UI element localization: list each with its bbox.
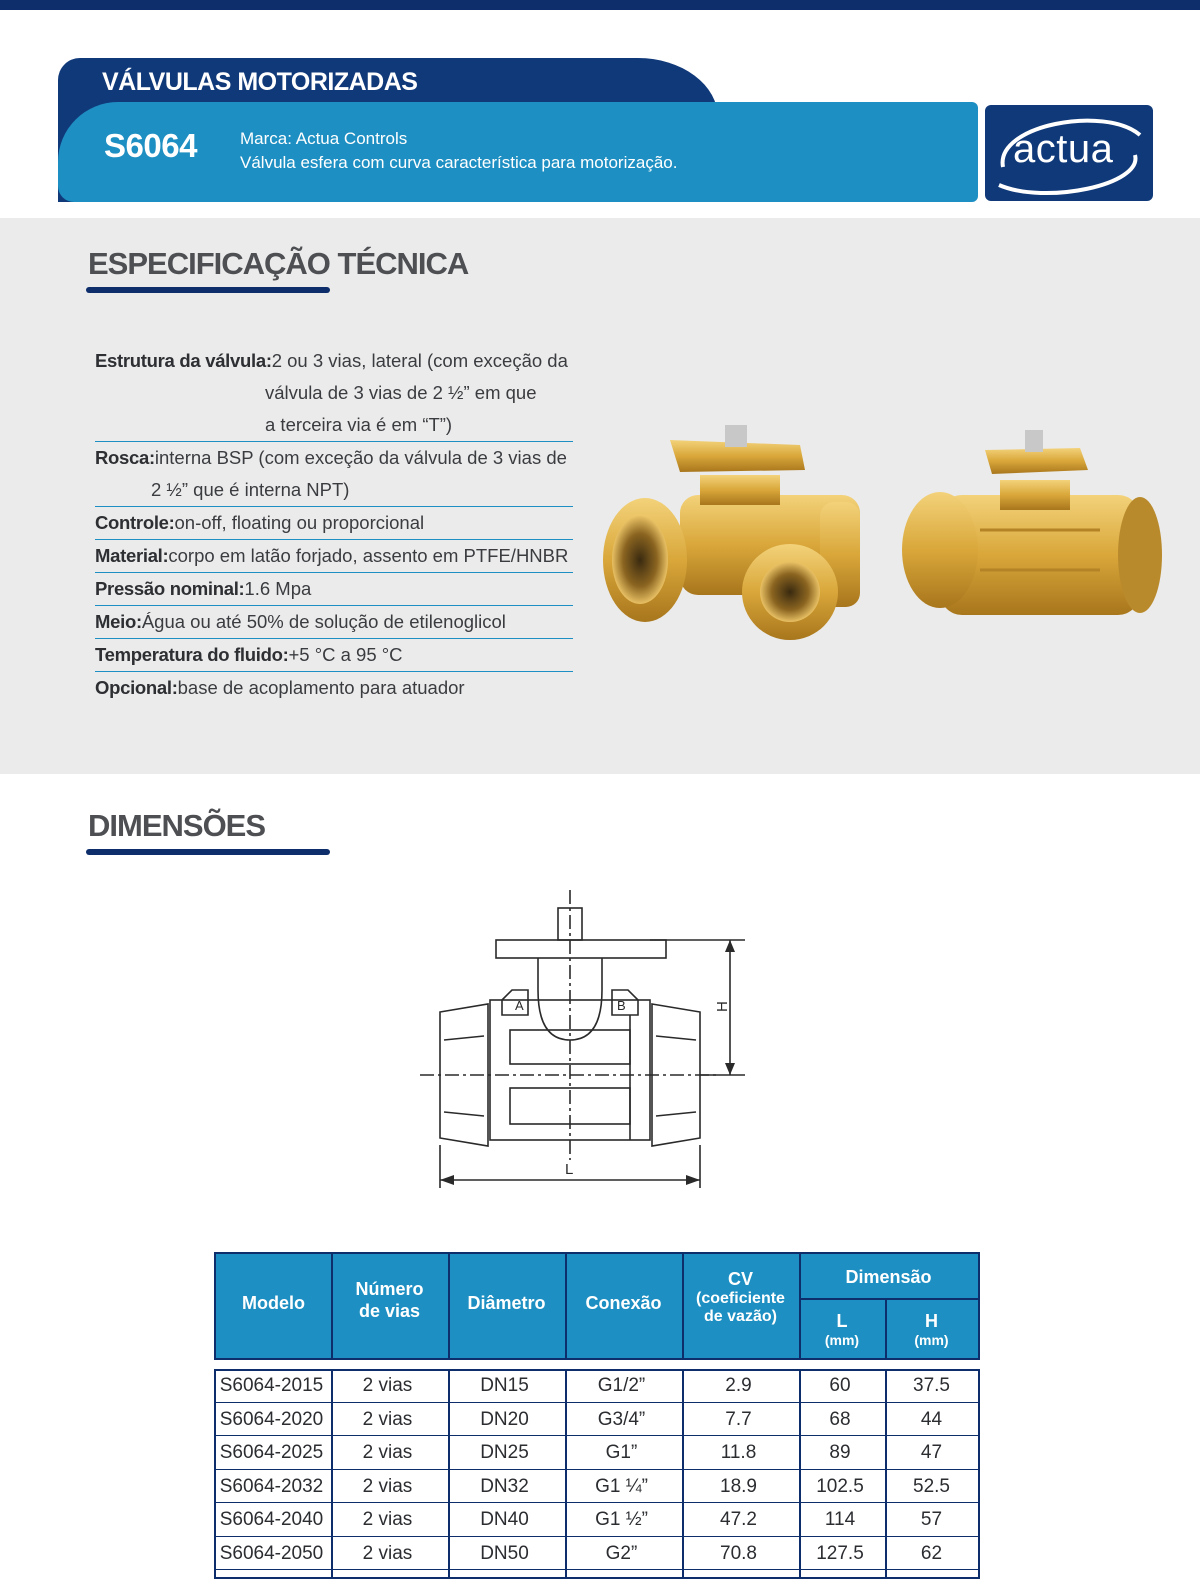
spec-item <box>95 540 573 573</box>
spec-item <box>95 672 573 704</box>
spec-value: a terceira via é em “T”) <box>265 414 453 435</box>
header-vias-line: Número <box>355 1279 424 1299</box>
table-cell: S6064-2015 <box>219 1375 324 1396</box>
table-cell: 11.8 <box>720 1442 757 1463</box>
header-cv <box>682 1268 799 1326</box>
logo-text: actua <box>1013 127 1114 171</box>
spec-item <box>95 606 573 639</box>
spec-value: base de acoplamento para atuador <box>177 677 465 698</box>
table-cell: 70.8 <box>720 1542 757 1564</box>
spec-label: Material: <box>95 545 169 566</box>
table-cell: 37.5 <box>913 1375 950 1396</box>
spec-label: Rosca: <box>95 447 155 468</box>
spec-value: Água ou até 50% de solução de etilenoglicol <box>141 611 506 632</box>
table-cell: 18.9 <box>720 1475 757 1497</box>
header-l-unit: (mm) <box>824 1332 860 1348</box>
header-description <box>240 127 677 175</box>
table-cell: S6064-2032 <box>219 1475 324 1497</box>
table-cell: S6064-2020 <box>219 1408 324 1430</box>
spec-item <box>95 639 573 672</box>
table-cell: 89 <box>829 1442 851 1463</box>
model-code: S6064 <box>104 127 197 164</box>
table-cell: 60 <box>829 1375 851 1396</box>
spec-label: Opcional: <box>95 677 178 698</box>
label-h: H <box>714 1001 731 1012</box>
header-cv-line: de vazão) <box>704 1308 777 1325</box>
table-cell: S6064-2025 <box>219 1442 324 1463</box>
row-divider <box>799 1298 978 1300</box>
spec-value: 1.6 Mpa <box>244 578 312 599</box>
spec-label: Pressão nominal: <box>95 578 245 599</box>
table-cell: DN20 <box>480 1408 529 1430</box>
dimensions-title: DIMENSÕES <box>88 808 266 843</box>
table-row <box>214 1369 980 1403</box>
spec-item <box>95 507 573 540</box>
header-cv-line: CV <box>727 1269 753 1289</box>
table-cell: DN50 <box>480 1542 529 1564</box>
table-cell: 47 <box>920 1442 943 1463</box>
table-cell: G1” <box>605 1442 638 1463</box>
header-vias <box>331 1278 448 1322</box>
table-cell: 52.5 <box>913 1475 950 1497</box>
spec-item <box>95 442 573 507</box>
table-cell: 127.5 <box>816 1542 864 1564</box>
table-cell: 62 <box>920 1542 943 1564</box>
table-cell: DN15 <box>480 1375 529 1396</box>
table-cell: 47.2 <box>720 1509 757 1530</box>
table-cell: 2 vias <box>362 1375 413 1396</box>
table-cell: G3/4” <box>597 1408 646 1430</box>
header-l-label: L <box>836 1311 848 1331</box>
header-modelo: Modelo <box>242 1293 305 1313</box>
table-cell: 2.9 <box>725 1375 752 1396</box>
spec-item <box>95 345 573 442</box>
header-h-unit: (mm) <box>914 1332 949 1348</box>
spec-value: 2 ou 3 vias, lateral (com exceção da <box>271 350 568 371</box>
spec-list <box>95 345 573 704</box>
header-dimensao: Dimensão <box>845 1267 932 1287</box>
table-body <box>214 1369 980 1570</box>
spec-label: Meio: <box>95 611 142 632</box>
header-l <box>799 1310 885 1348</box>
spec-value: corpo em latão forjado, assento em PTFE/HNBR <box>168 545 569 566</box>
spec-label: Temperatura do fluido: <box>95 644 289 665</box>
table-cell: 2 vias <box>362 1509 413 1530</box>
header-diametro: Diâmetro <box>467 1293 546 1313</box>
two-way-valve-icon <box>902 430 1162 615</box>
header-conexao: Conexão <box>585 1293 662 1313</box>
table-cell: DN32 <box>480 1475 529 1497</box>
header-h-label: H <box>925 1311 938 1331</box>
spec-title-underline <box>86 287 330 293</box>
table-cell: 7.7 <box>725 1408 752 1430</box>
label-l: L <box>565 1161 574 1178</box>
table-cell: S6064-2040 <box>219 1509 324 1530</box>
three-way-valve-icon <box>603 425 860 640</box>
table-cell: 44 <box>920 1408 943 1430</box>
spec-value: interna BSP (com exceção da válvula de 3 vias de <box>154 447 567 468</box>
table-row <box>214 1436 980 1470</box>
table-row <box>214 1403 980 1437</box>
product-description: Válvula esfera com curva característica para motorização. <box>240 153 678 172</box>
table-header <box>214 1252 980 1360</box>
spec-value: válvula de 3 vias de 2 ½” em que <box>265 382 537 403</box>
table-cell: S6064-2050 <box>219 1542 324 1564</box>
table-cell: 57 <box>920 1509 943 1530</box>
dimension-drawing <box>420 890 760 1200</box>
label-a: A <box>515 998 524 1013</box>
actua-logo <box>985 105 1153 201</box>
brand-line: Marca: Actua Controls <box>240 129 408 148</box>
spec-label: Estrutura da válvula: <box>95 350 272 371</box>
valve-product-image <box>600 420 1170 660</box>
spec-title: ESPECIFICAÇÃO TÉCNICA <box>88 246 469 281</box>
table-cell: 2 vias <box>362 1542 413 1564</box>
table-cell: G1/2” <box>597 1375 646 1396</box>
category-title: VÁLVULAS MOTORIZADAS <box>102 68 418 96</box>
table-cell: 102.5 <box>816 1475 864 1497</box>
label-b: B <box>617 998 626 1013</box>
header-banner <box>58 58 978 203</box>
table-cell: 2 vias <box>362 1475 413 1497</box>
table-cell: 2 vias <box>362 1408 413 1430</box>
table-cell: 68 <box>829 1408 851 1430</box>
table-row <box>214 1503 980 1537</box>
table-cell: G1 ¼” <box>595 1475 648 1497</box>
spec-value: 2 ½” que é interna NPT) <box>151 479 350 500</box>
table-cell: G2” <box>605 1542 638 1564</box>
top-bar <box>0 0 1200 10</box>
header-h <box>885 1310 978 1348</box>
spec-value: +5 °C a 95 °C <box>288 644 403 665</box>
table-cell: DN40 <box>480 1509 529 1530</box>
table-cell: DN25 <box>480 1442 529 1463</box>
table-cell: 2 vias <box>362 1442 413 1463</box>
spec-value: on-off, floating ou proporcional <box>174 512 425 533</box>
table-cell: G1 ½” <box>595 1509 648 1530</box>
header-cv-line: (coeficiente <box>696 1290 785 1307</box>
table-cell: 114 <box>824 1509 856 1530</box>
table-row <box>214 1537 980 1571</box>
spec-item <box>95 573 573 606</box>
dimensions-title-underline <box>86 849 330 855</box>
spec-label: Controle: <box>95 512 175 533</box>
table-row <box>214 1470 980 1504</box>
header-vias-line: de vias <box>358 1301 421 1321</box>
